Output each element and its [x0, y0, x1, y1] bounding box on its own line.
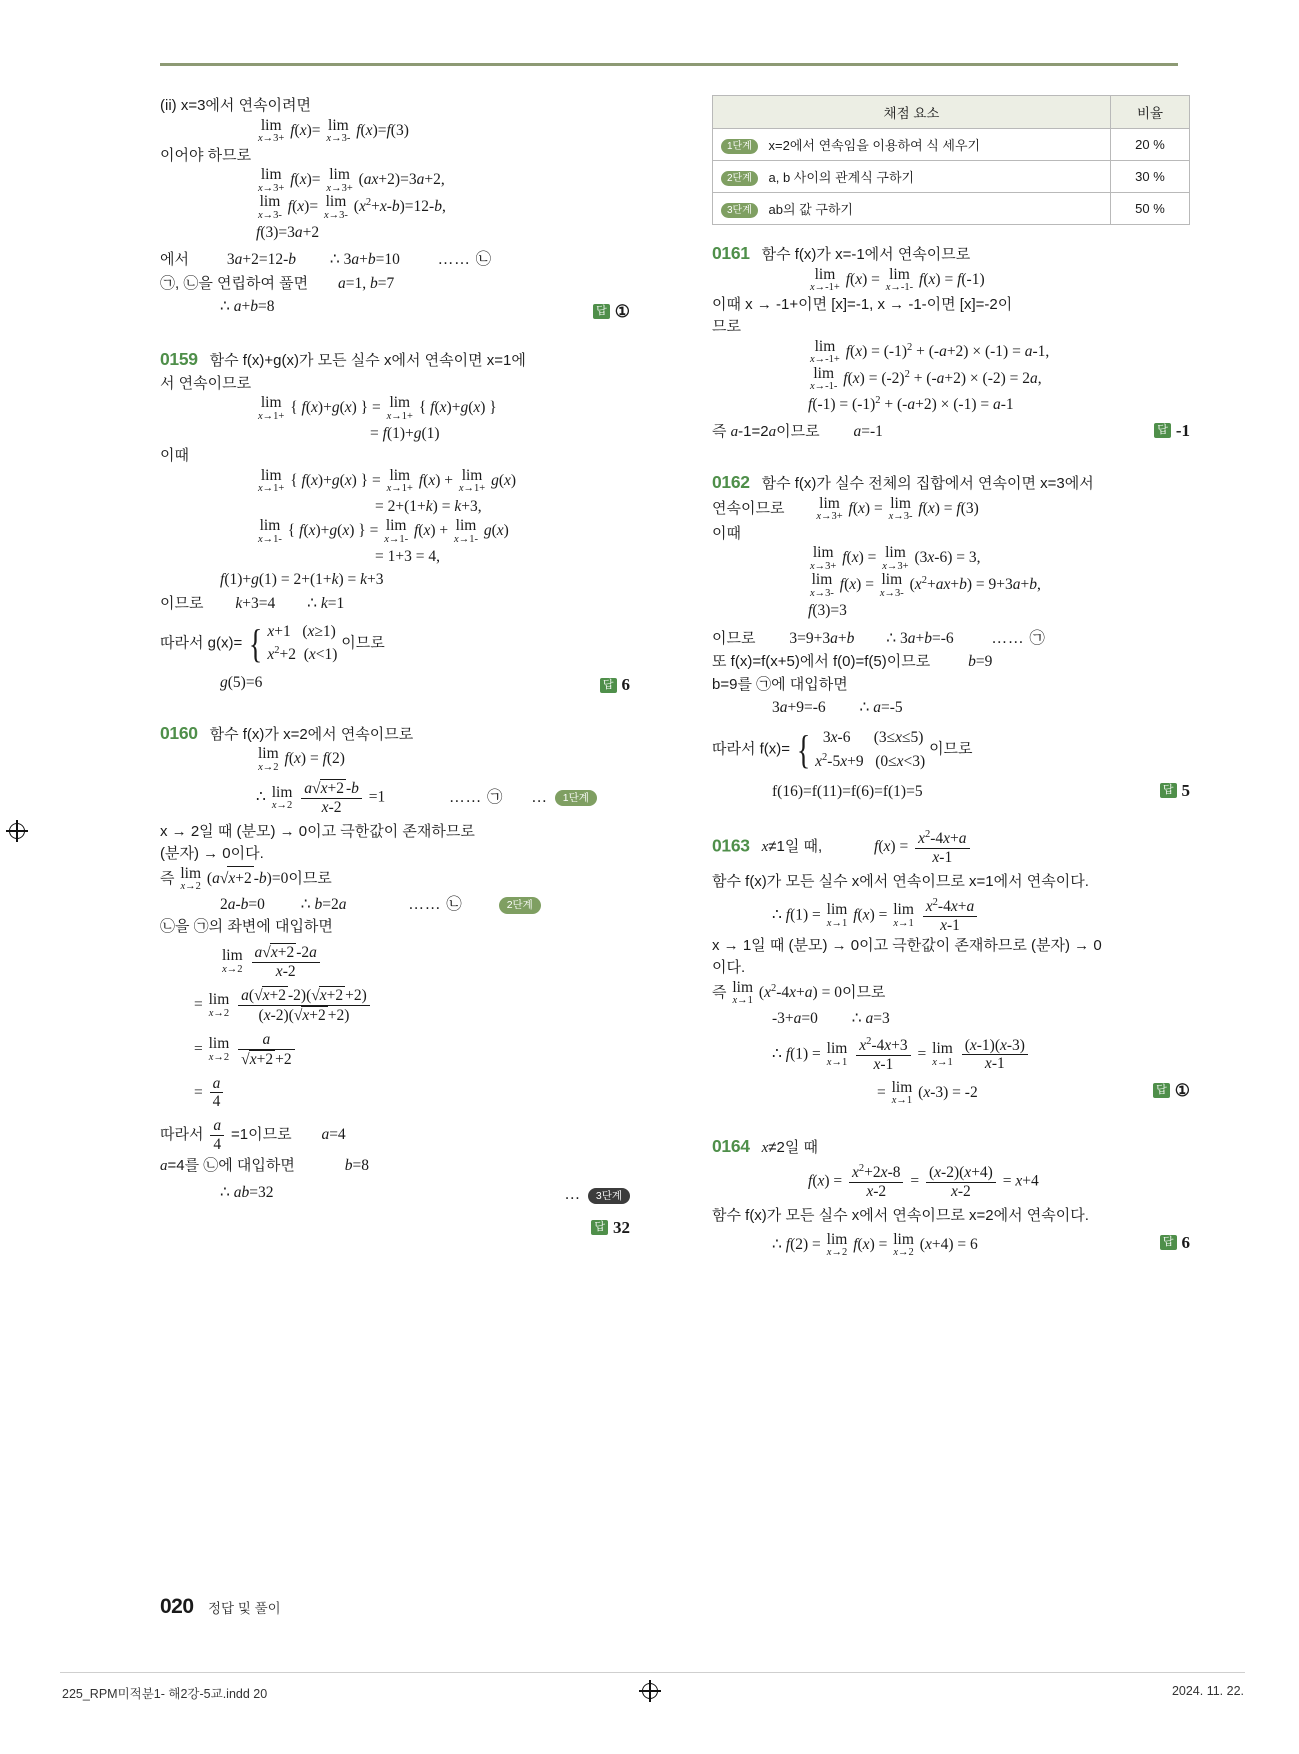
question-heading-0161: 0161 함수 f(x)가 x=-1에서 연속이므로: [712, 243, 971, 263]
piece-row-1: 3x-6 (3≤x≤5): [815, 729, 924, 747]
solution-0163: [712, 829, 1190, 1107]
text-0160-1: x → 2일 때 (분모) → 0이고 극한값이 존재하므로: [160, 822, 475, 840]
eq-0164-2: ∴ f(2) = lim x→2 f(x) = lim x→2 (x+4) = 6 답 6: [772, 1230, 1190, 1259]
question-number: 0160: [160, 722, 198, 743]
piece-row-2: $x^2+2$ (x<1): [267, 645, 338, 664]
subst2-0160: a=4를 ㉡에 대입하면 b=8: [160, 1156, 370, 1174]
limit-equation-1: lim x→3+ f(x)= lim x→3- f(x)=f(3): [258, 116, 409, 144]
text-0163-4: 즉 lim x→1 $(x^2-4x+a) = 0$이므로: [712, 978, 886, 1007]
tag-nieun: …… ㉡: [437, 251, 493, 269]
question-heading-0162: 0162 함수 f(x)가 실수 전체의 집합에서 연속이면 x=3에서: [712, 472, 1094, 493]
rubric-step-ratio: 50 %: [1111, 193, 1190, 225]
eq-0159-2: = f(1)+g(1): [370, 425, 440, 442]
question-heading-0159: 0159 함수 f(x)+g(x)가 모든 실수 x에서 연속이면 x=1에: [160, 349, 526, 369]
eq-0163-4: = lim x→1 (x-3) = -2 답 ①: [877, 1078, 1190, 1107]
text-0160-2: (분자) → 0이다.: [160, 845, 264, 863]
folio-label: 정답 및 풀이: [208, 1601, 281, 1616]
case-label: (ii) x=3에서 연속이려면: [160, 97, 312, 114]
eq-0159-6: = 1+3 = 4,: [375, 548, 440, 565]
eq-0160-6: = lim x→2 $\frac{a}{√x+2 +2}$: [160, 1031, 630, 1069]
eq-0160-3: 2a-b=0 ∴ b=2a …… ㉡ 2단계: [160, 893, 630, 916]
eq-0159-3: lim x→1+ { f(x)+g(x) } = lim x→1+ f(x) + lim x→1+ g(x): [258, 466, 517, 495]
answer-0159: 답 6: [160, 672, 630, 698]
so-line-0159: 이므로 k+3=4 ∴ k=1: [160, 594, 345, 612]
eq-0159-5: lim x→1- { f(x)+g(x) } = lim x→1- f(x) + lim x→1- g(x): [258, 517, 509, 545]
eq-0161-2: lim x→-1+ $f(x) = (-1)^2 + (-a+2) \times (-1) = a-1$,: [810, 337, 1050, 365]
text-0163-1: 함수 f(x)가 모든 실수 x에서 연속이므로 x=1에서 연속이다.: [712, 872, 1089, 890]
intro2-0162: 연속이므로 lim x→3+ f(x) = lim x→3- f(x) = f(3): [712, 494, 979, 523]
step-badge-1: 1단계: [555, 790, 597, 807]
tag-gieok-0162: …… ㉠: [991, 629, 1046, 647]
eq-0159-4: = 2+(1+k) = k+3,: [375, 497, 482, 515]
eq-0164-1: f(x) = $\frac{x^2+2x-8}{x-2}$ = $\frac{(x-2)(x+4)}{x-2}$ = x+4: [808, 1163, 1039, 1201]
eq-0160-2: ∴ lim x→2 $\frac{a√x+2 -b}{x-2}$ =1 …… ㉠ … 1단계: [160, 779, 630, 817]
rubric-step-chip: 3단계: [721, 203, 758, 218]
text-0160-3: 즉 lim x→2 (a√x+2 -b)=0이므로: [160, 864, 332, 893]
solution-0164: [712, 1133, 1190, 1259]
footer-rule: [60, 1672, 1245, 1673]
eq-0160-5: = lim x→2 $\frac{a(√x+2 -2)(√x+2 +2)}{(x-2)(√x+2 +2)}$: [160, 986, 630, 1025]
solution-0158-continued: [160, 95, 630, 324]
piece-row-1: x+1 (x≥1): [267, 623, 336, 640]
answer-0164: 답 6: [1160, 1230, 1190, 1256]
text-0163-2: x → 1일 때 (분모) → 0이고 극한값이 존재하므로 (분자) → 0: [712, 936, 1102, 954]
at-this-0162: 이때: [712, 524, 741, 542]
piece-row-2: $x^2-5x+9$ (0≤x<3): [815, 751, 926, 771]
piecewise-0159: 따라서 g(x)= { x+1 (x≥1) $x^2+2$ (x<1) 이므로: [160, 621, 385, 667]
answer-0161: 답 -1: [1154, 418, 1190, 444]
concl-0160: 따라서 $\frac{a}{4}$ =1이므로 a=4: [160, 1117, 346, 1154]
at-this-0159: 이때: [160, 447, 189, 465]
intro-line-2: 서 연속이므로: [160, 374, 252, 392]
eq-0162-3: f(3)=3: [808, 602, 847, 620]
page-number: 020: [160, 1595, 194, 1618]
eq-0163-3: ∴ f(1) = lim x→1 $\frac{x^2-4x+3}{x-1}$ = lim x→1 $\frac{(x-1)(x-3)}{x-1}$: [712, 1036, 1190, 1074]
question-heading-0164: 0164 x≠2일 때: [712, 1135, 819, 1156]
text-0161-2: 므로: [712, 318, 741, 335]
question-number: 0159: [160, 349, 198, 369]
answer-0162: 답 5: [1160, 778, 1190, 804]
solution-0161: [712, 240, 1190, 443]
piecewise-0162: 따라서 f(x)= { 3x-6 (3≤x≤5) $x^2-5x+9$ (0≤x<3) 이므로: [712, 727, 973, 773]
eq-0159-7: f(1)+g(1) = 2+(1+k) = k+3: [220, 571, 384, 589]
registration-mark-left: [6, 820, 28, 842]
text-0164-1: 함수 f(x)가 모든 실수 x에서 연속이므로 x=2에서 연속이다.: [712, 1207, 1089, 1225]
registration-mark-bottom: [639, 1680, 661, 1702]
rubric-step-ratio: 30 %: [1111, 161, 1190, 193]
eq-0163-1: ∴ f(1) = lim x→1 f(x) = lim x→1 $\frac{x^2-4x+a}{x-1}$: [712, 897, 1190, 935]
rubric-step-desc: x=2에서 연속임을 이용하여 식 세우기: [768, 138, 981, 153]
eq-0160-7: = $\frac{a}{4}$: [160, 1075, 630, 1112]
eq-0162-1: lim x→3+ f(x) = lim x→3+ (3x-6) = 3,: [810, 544, 981, 572]
answer-0158: 답 ①: [160, 299, 630, 325]
text-0162-1: 또 f(x)=f(x+5)에서 f(0)=f(5)이므로 b=9: [712, 653, 993, 671]
eq-0162-4: 3a+9=-6 ∴ a=-5: [772, 699, 903, 717]
eq-0161-4: $f(-1) = (-1)^2 + (-a+2) \times (-1) = a-1$: [808, 394, 1014, 413]
from-line: 에서 3a+2=12-b ∴ 3a+b=10 …… ㉡: [160, 251, 493, 269]
solution-0162: [712, 469, 1190, 802]
question-number: 0163: [712, 835, 750, 856]
solution-0160: [160, 720, 630, 1240]
eq-0161-3: lim x→-1- $f(x) = (-2)^2 + (-a+2) \times (-2) = 2a$,: [810, 364, 1042, 392]
rubric-row: [713, 129, 1190, 161]
rubric-row: [713, 193, 1190, 225]
left-column: [160, 95, 630, 1242]
simultaneous-line: ㉠, ㉡을 연립하여 풀면 a=1, b=7: [160, 274, 395, 292]
question-heading-0160: 0160 함수 f(x)가 x=2에서 연속이므로: [160, 722, 414, 743]
top-rule: [160, 63, 1178, 66]
tag-nieun-0160: …… ㉡: [408, 895, 463, 913]
text-0162-2: b=9를 ㉠에 대입하면: [712, 675, 848, 693]
step-badge-3-wrap: … 3단계: [564, 1183, 630, 1206]
eq-0163-2: -3+a=0 ∴ a=3: [772, 1009, 890, 1027]
rubric-step-desc: ab의 값 구하기: [768, 202, 853, 218]
rubric-step-desc: a, b 사이의 관계식 구하기: [768, 170, 915, 186]
question-number: 0162: [712, 472, 750, 493]
question-number: 0161: [712, 243, 750, 263]
footer-file-name: 225_RPM미적분1- 해2강-5교.indd 20: [62, 1687, 268, 1701]
rubric-table: [712, 95, 1190, 225]
eq-0159-1: lim x→1+ { f(x)+g(x) } = lim x→1+ { f(x)+g(x) }: [258, 394, 497, 422]
text-0163-3: 이다.: [712, 959, 746, 977]
result-0159: g(5)=6: [220, 674, 263, 692]
final-0160: ∴ ab=32 … 3단계: [160, 1181, 630, 1204]
limit-line-1: lim x→3+ f(x)= lim x→3+ (ax+2)=3a+2,: [258, 166, 445, 194]
solution-0159: [160, 346, 630, 698]
step-badge-3: 3단계: [588, 1188, 630, 1205]
result-0162: f(16)=f(11)=f(6)=f(1)=5 답 5: [712, 780, 1190, 803]
final-0158: ∴ a+b=8: [220, 298, 275, 316]
answer-0163: 답 ①: [1153, 1078, 1190, 1104]
question-heading-0163: 0163 x≠1일 때, f(x) = $\frac{x^2-4x+a}{x-1}$: [712, 829, 1190, 867]
tag-gieok-0160: …… ㉠: [449, 788, 504, 806]
rubric-step-chip: 2단계: [721, 171, 758, 186]
eq-0160-1: lim x→2 f(x) = f(2): [258, 745, 345, 773]
rubric-header-ratio: 비율: [1111, 96, 1190, 129]
eq-0162-2: lim x→3- f(x) = lim x→3- $(x^2+ax+b) = 9+3a+b$,: [810, 571, 1041, 599]
right-column: [712, 240, 1190, 1261]
must-be-text: 이어야 하므로: [160, 146, 252, 164]
question-number: 0164: [712, 1135, 750, 1156]
limit-line-2: lim x→3- f(x)= lim x→3- $(x^2+x-b)=12-b$,: [258, 193, 446, 221]
concl-0161: 즉 a-1=2a이므로 a=-1 답 -1: [712, 420, 1190, 444]
eq-0161-1: lim x→-1+ f(x) = lim x→-1- f(x) = f(-1): [810, 265, 985, 293]
text-0161-1: 이때 x → -1+이면 [x]=-1, x → -1-이면 [x]=-2이: [712, 295, 1013, 313]
rubric-row: [713, 161, 1190, 193]
rubric-step-ratio: 20 %: [1111, 129, 1190, 161]
answer-0160: 답 32: [160, 1215, 630, 1241]
footer-date: 2024. 11. 22.: [1171, 1684, 1244, 1698]
function-value-line: f(3)=3a+2: [256, 224, 320, 241]
rubric-step-chip: 1단계: [721, 139, 758, 154]
folio: [160, 1595, 281, 1619]
so-0162: 이므로 3=9+3a+b ∴ 3a+b=-6 …… ㉠: [712, 629, 1046, 647]
eq-0160-4: lim x→2 $\frac{a√x+2 -2a}{x-2}$: [160, 943, 630, 981]
step-badge-2: 2단계: [499, 897, 541, 914]
subst-line-0160: ㉡을 ㉠의 좌변에 대입하면: [160, 918, 333, 936]
rubric-header-criteria: 채점 요소: [713, 96, 1111, 129]
